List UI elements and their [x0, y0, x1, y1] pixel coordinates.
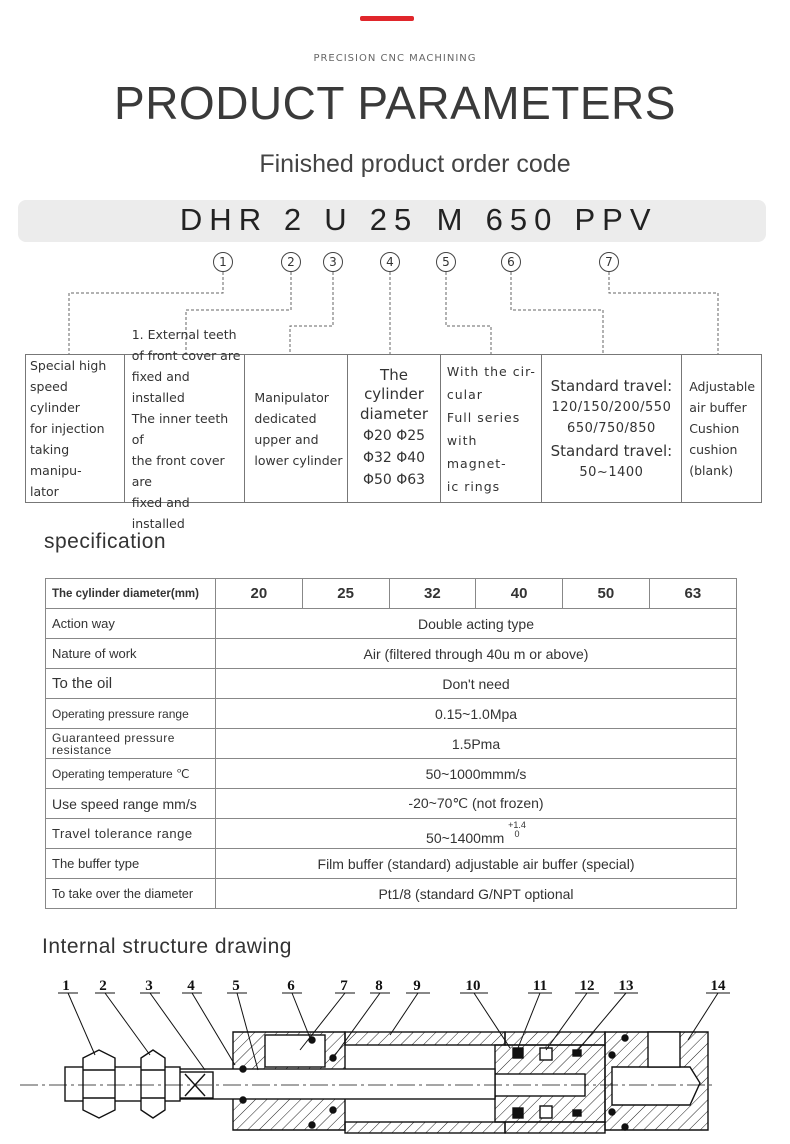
row-label: Travel tolerance range	[46, 819, 216, 849]
table-header-row	[46, 579, 737, 609]
desc-line: 650/750/850	[567, 420, 656, 436]
table-row	[46, 759, 737, 789]
row-label: Guaranteed pressure resistance	[46, 729, 216, 759]
row-value: 0.15~1.0Mpa	[216, 699, 737, 729]
row-label: Operating pressure range	[46, 699, 216, 729]
row-label: Operating temperature ℃	[46, 759, 216, 789]
description-2	[125, 326, 246, 531]
page-title: PRODUCT PARAMETERS	[114, 77, 676, 129]
desc-line: fixed and installed	[131, 494, 190, 531]
tolerance-upper: +1.4	[508, 820, 526, 830]
diameter-32: 32	[389, 579, 476, 609]
part-number: 7	[340, 978, 348, 994]
desc-line: cushion	[689, 442, 738, 457]
description-7	[682, 355, 761, 502]
part-number: 2	[99, 978, 107, 994]
diameter-25: 25	[302, 579, 389, 609]
desc-line: Special high	[30, 358, 107, 373]
table-row	[46, 639, 737, 669]
description-1	[26, 355, 125, 502]
description-5	[441, 355, 542, 502]
marker-4: 4	[380, 252, 400, 272]
header-label: The cylinder diameter(mm)	[46, 579, 216, 609]
description-3	[245, 355, 348, 502]
table-row	[46, 669, 737, 699]
tolerance	[508, 821, 526, 839]
table-row	[46, 849, 737, 879]
part-number: 14	[710, 978, 726, 994]
desc-line: Full series	[446, 409, 521, 425]
desc-line: ic rings	[446, 478, 501, 494]
specification-table	[45, 578, 737, 909]
table-row	[46, 699, 737, 729]
code-segment: DHR	[179, 202, 269, 237]
diameter-50: 50	[563, 579, 650, 609]
desc-line: With the cir-	[446, 363, 536, 379]
desc-line: Standard travel:	[550, 441, 673, 460]
desc-line: Standard travel:	[550, 376, 673, 395]
table-row	[46, 819, 737, 849]
travel-value: 50~1400mm	[426, 830, 505, 846]
part-number: 5	[232, 978, 240, 994]
row-value: Pt1/8 (standard G/NPT optional	[216, 879, 737, 909]
order-code-descriptions	[25, 326, 762, 531]
code-segment: 2	[283, 202, 309, 237]
desc-line: Adjustable	[689, 379, 756, 394]
desc-line: lator	[30, 484, 59, 499]
desc-line: The inner teeth of	[131, 410, 229, 447]
structure-heading: Internal structure drawing	[42, 935, 292, 958]
desc-line: fixed and installed	[131, 368, 190, 405]
part-number: 4	[187, 978, 195, 994]
desc-line: Φ20 Φ25	[362, 428, 426, 444]
specification-heading: specification	[44, 530, 167, 553]
part-number: 1	[62, 978, 70, 994]
part-number: 6	[287, 978, 295, 994]
desc-line: air buffer	[689, 400, 747, 415]
desc-line: dedicated	[254, 410, 317, 426]
code-segment: U	[324, 202, 354, 237]
table-row	[46, 879, 737, 909]
desc-line: diameter	[360, 405, 428, 423]
desc-line: taking manipu-	[30, 442, 82, 478]
desc-line: Cushion	[689, 421, 740, 436]
desc-line: lower cylinder	[254, 452, 343, 468]
desc-line: the front cover are	[131, 452, 225, 489]
kicker-text: PRECISION CNC MACHINING	[313, 53, 477, 64]
section-subtitle: Finished product order code	[259, 150, 571, 178]
desc-line: Φ32 Φ40	[362, 450, 426, 466]
row-label: Nature of work	[46, 639, 216, 669]
desc-line: upper and	[254, 431, 319, 447]
table-row	[46, 729, 737, 759]
desc-line: speed cylinder	[30, 379, 80, 415]
desc-line: 120/150/200/550	[551, 399, 672, 415]
row-value: 50~1000mmm/s	[216, 759, 737, 789]
row-label: The buffer type	[46, 849, 216, 879]
marker-5: 5	[436, 252, 456, 272]
row-value: Film buffer (standard) adjustable air buffer (special)	[216, 849, 737, 879]
row-value: -20~70℃ (not frozen)	[216, 789, 737, 819]
row-label: To the oil	[46, 669, 216, 699]
table-row	[46, 609, 737, 639]
desc-line: cular	[446, 386, 483, 402]
row-label: To take over the diameter	[46, 879, 216, 909]
diameter-40: 40	[476, 579, 563, 609]
part-number: 3	[145, 978, 153, 994]
code-segment: 25	[369, 202, 419, 237]
row-value	[216, 819, 737, 849]
description-6	[542, 355, 683, 502]
diameter-20: 20	[216, 579, 303, 609]
desc-line: of front cover are	[131, 347, 241, 363]
code-segment: M	[436, 202, 470, 237]
cylinder-structure-drawing	[0, 970, 790, 1144]
row-value: 1.5Pma	[216, 729, 737, 759]
connector-lines	[0, 272, 790, 354]
marker-7: 7	[599, 252, 619, 272]
part-number: 11	[532, 978, 548, 994]
part-number: 8	[375, 978, 383, 994]
row-label: Action way	[46, 609, 216, 639]
desc-line: 1. External teeth	[131, 326, 237, 342]
row-value: Air (filtered through 40u m or above)	[216, 639, 737, 669]
desc-line: with magnet-	[446, 432, 507, 471]
row-label: Use speed range mm/s	[46, 789, 216, 819]
accent-bar	[360, 16, 414, 21]
desc-line: The cylinder	[364, 366, 424, 403]
row-value: Don't need	[216, 669, 737, 699]
marker-6: 6	[501, 252, 521, 272]
description-4	[348, 355, 441, 502]
desc-line: for injection	[30, 421, 105, 436]
desc-line: 50~1400	[579, 464, 644, 480]
table-row	[46, 789, 737, 819]
desc-line: Φ50 Φ63	[362, 472, 426, 488]
code-segment: 650	[485, 202, 559, 237]
part-number: 10	[465, 978, 481, 994]
part-number: 9	[413, 978, 421, 994]
marker-1: 1	[213, 252, 233, 272]
desc-line: Manipulator	[254, 389, 329, 405]
marker-2: 2	[281, 252, 301, 272]
row-value: Double acting type	[216, 609, 737, 639]
marker-3: 3	[323, 252, 343, 272]
code-segment: PPV	[574, 202, 658, 237]
part-number: 13	[618, 978, 634, 994]
part-number: 12	[579, 978, 595, 994]
diameter-63: 63	[649, 579, 736, 609]
tolerance-lower: 0	[514, 829, 520, 839]
desc-line: (blank)	[689, 463, 734, 478]
